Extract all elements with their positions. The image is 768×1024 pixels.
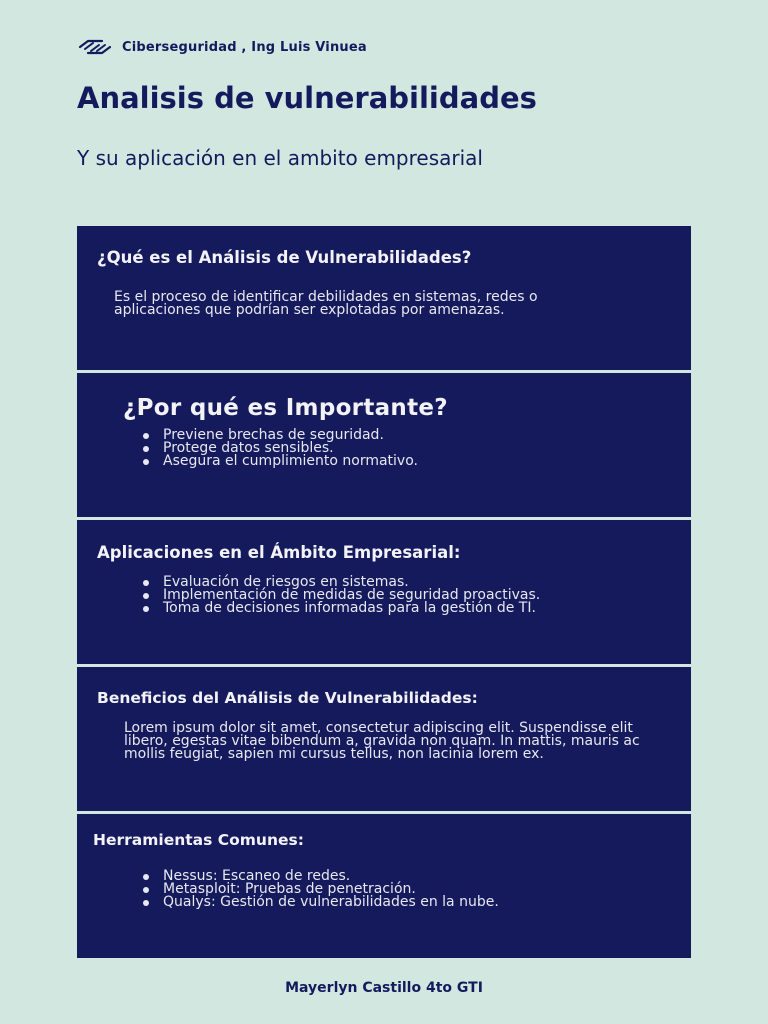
section-card-que-es [77,226,691,370]
section-card-aplicaciones [77,520,691,664]
bullet-icon [143,446,149,452]
page-title: Analisis de vulnerabilidades [77,81,537,115]
list-item [139,896,629,909]
bullet-list [139,870,629,909]
section-card-herramientas [77,814,691,958]
header-text: Ciberseguridad , Ing Luis Vinuea [122,39,367,55]
bullet-list [139,429,619,468]
list-item [139,602,629,615]
list-item-text: Toma de decisiones informadas para la gestión de TI. [163,600,536,616]
header [78,38,367,56]
bullet-icon [143,874,149,880]
bullet-icon [143,593,149,599]
list-item-text: Qualys: Gestión de vulnerabilidades en la nube. [163,894,499,910]
list-item-text: Evaluación de riesgos en sistemas. [163,574,409,590]
list-item-text: Previene brechas de seguridad. [163,427,384,443]
bullet-icon [143,900,149,906]
bullet-icon [143,887,149,893]
bullet-icon [143,459,149,465]
list-item-text: Protege datos sensibles. [163,440,334,456]
section-heading: Aplicaciones en el Ámbito Empresarial: [97,543,461,562]
section-body: Lorem ipsum dolor sit amet, consectetur adipiscing elit. Suspendisse elit libero, egestas vitae bibendum a, gravida non quam. In mattis, mauris ac mollis feugiat, sapien mi cursus tellus, non lacinia lorem ex. [124,720,640,762]
bullet-icon [143,433,149,439]
section-body: Es el proceso de identificar debilidades en sistemas, redes o aplicaciones que podrían ser explotadas por amenazas. [114,289,538,318]
section-card-importancia [77,373,691,517]
author-footer: Mayerlyn Castillo 4to GTI [285,980,483,996]
page-subtitle: Y su aplicación en el ambito empresarial [77,146,483,170]
bullet-icon [143,580,149,586]
section-card-beneficios [77,667,691,811]
list-item [139,455,619,468]
chevron-link-logo-icon [78,38,112,56]
section-heading: Beneficios del Análisis de Vulnerabilidades: [97,689,478,707]
bullet-list [139,576,629,615]
list-item-text: Asegura el cumplimiento normativo. [163,453,418,469]
bullet-icon [143,606,149,612]
list-item-text: Nessus: Escaneo de redes. [163,868,351,884]
list-item-text: Implementación de medidas de seguridad proactivas. [163,587,541,603]
list-item-text: Metasploit: Pruebas de penetración. [163,881,416,897]
section-heading: ¿Por qué es Importante? [123,395,448,421]
section-heading: Herramientas Comunes: [93,831,304,849]
section-heading: ¿Qué es el Análisis de Vulnerabilidades? [97,248,472,267]
